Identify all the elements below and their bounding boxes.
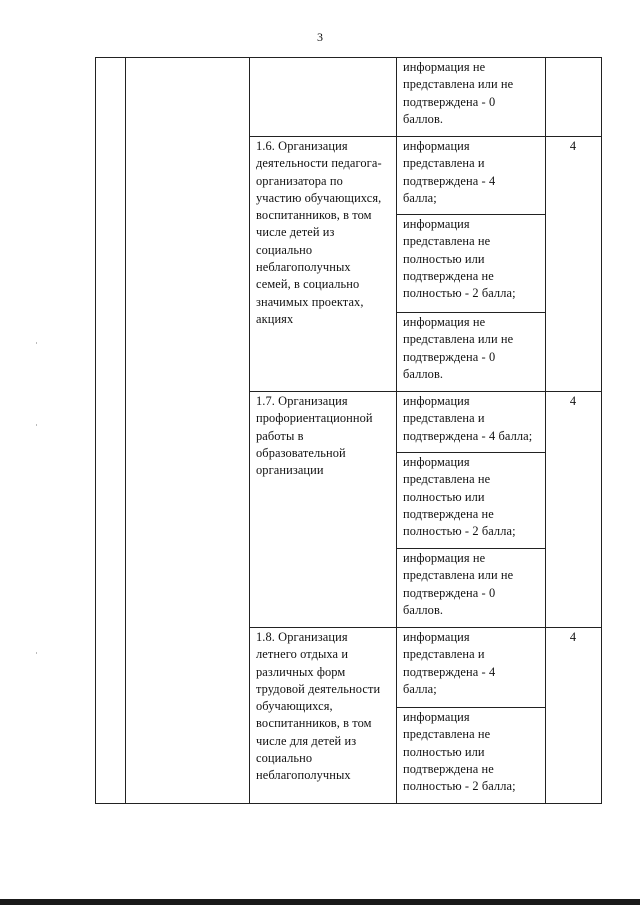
level-separator — [396, 214, 546, 215]
table-border-right — [601, 57, 602, 804]
column-divider-4 — [545, 57, 546, 804]
level-separator — [396, 548, 546, 549]
scan-speck — [36, 424, 37, 426]
column-divider-3 — [396, 57, 397, 804]
criterion-name: 1.6. Организация деятельности педагога- организатора по участию обучающихся, воспитанников, в том числе детей из социально неблагополучных семей, в социально значимых проектах, акциях — [256, 139, 382, 326]
level-description: информация представлена и подтверждена - 4 балла; — [403, 394, 533, 443]
max-score: 4 — [569, 630, 577, 644]
row-separator — [249, 136, 602, 137]
max-score: 4 — [569, 394, 577, 408]
criterion-name: 1.8. Организация летнего отдыха и различных форм трудовой деятельности обучающихся, воспитанников, в том числе для детей из социально неблагополучных — [256, 630, 381, 783]
row-separator — [249, 627, 602, 628]
criterion-name: 1.7. Организация профориентационной работы в образовательной организации — [256, 394, 373, 478]
level-description: информация не представлена или не подтверждена - 0 баллов. — [403, 60, 514, 126]
level-description: информация представлена не полностью или подтверждена не полностью - 2 балла; — [403, 217, 516, 301]
level-separator — [396, 452, 546, 453]
scan-speck — [36, 652, 37, 654]
row-separator — [249, 391, 602, 392]
level-description: информация не представлена или не подтверждена - 0 баллов. — [403, 315, 514, 381]
level-description: информация не представлена или не подтверждена - 0 баллов. — [403, 551, 514, 617]
level-description: информация представлена не полностью или подтверждена не полностью - 2 балла; — [403, 710, 516, 794]
column-divider-1 — [125, 57, 126, 804]
level-description: информация представлена и подтверждена - 4 балла; — [403, 630, 496, 696]
level-description: информация представлена не полностью или подтверждена не полностью - 2 балла; — [403, 455, 516, 539]
column-divider-2 — [249, 57, 250, 804]
level-description: информация представлена и подтверждена - 4 балла; — [403, 139, 496, 205]
table-border-top — [95, 57, 602, 58]
table-border-left — [95, 57, 96, 804]
level-separator — [396, 707, 546, 708]
level-separator — [396, 312, 546, 313]
page-number: 3 — [317, 30, 323, 44]
table-border-bottom — [95, 803, 602, 804]
max-score: 4 — [569, 139, 577, 153]
scan-speck — [36, 342, 37, 344]
scan-edge-bar — [0, 899, 640, 905]
